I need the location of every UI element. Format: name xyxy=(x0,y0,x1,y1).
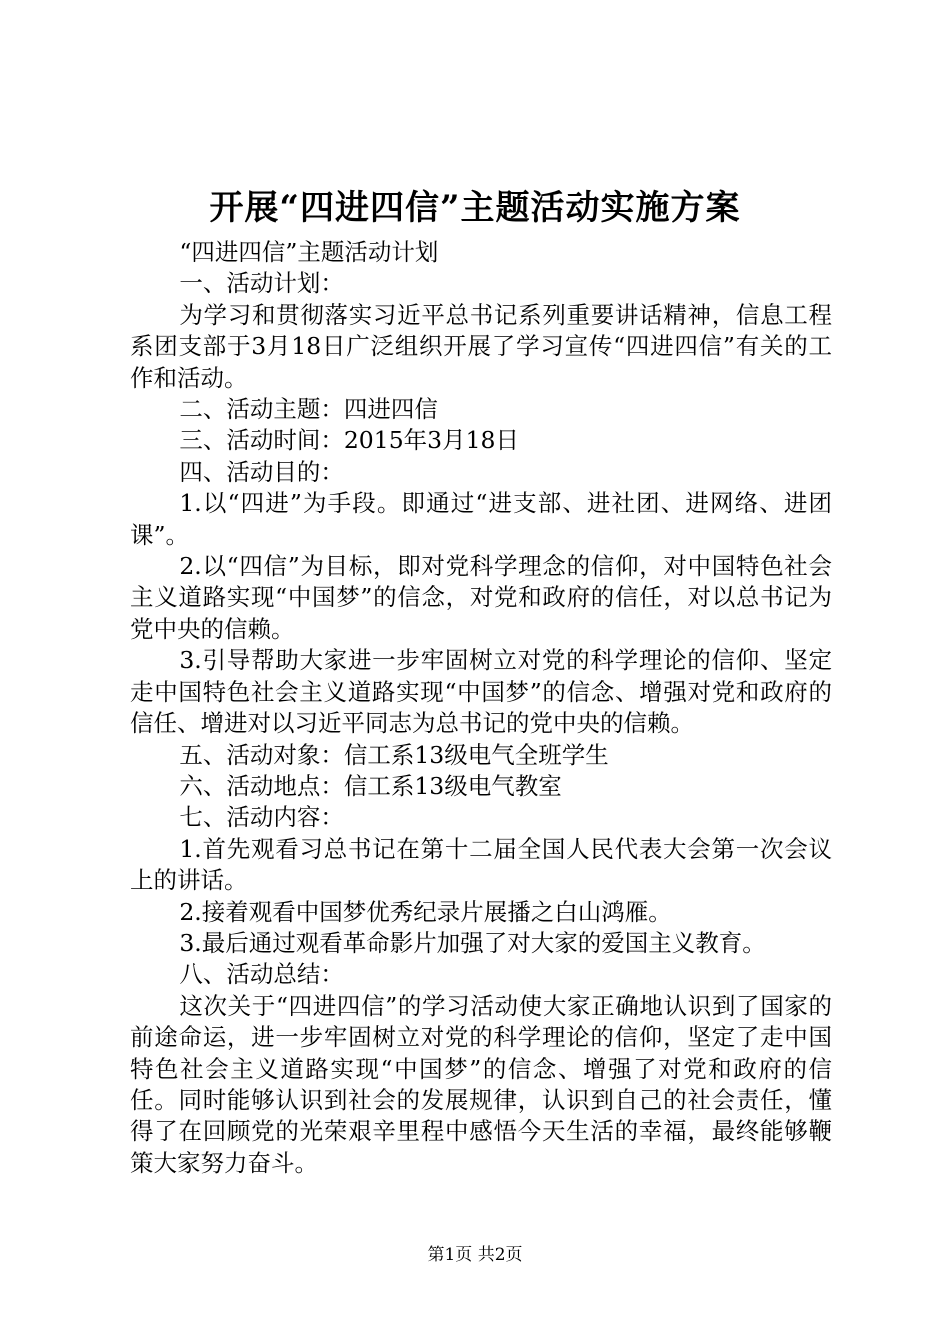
document-body xyxy=(130,237,832,1179)
content-item-1: 1.首先观看习总书记在第十二届全国人民代表大会第一次会议上的讲话。 xyxy=(130,834,832,895)
plan-paragraph: 为学习和贯彻落实习近平总书记系列重要讲话精神，信息工程系团支部于3月18日广泛组织开展了学习宣传“四进四信”有关的工作和活动。 xyxy=(130,300,832,392)
section-time: 三、活动时间：2015年3月18日 xyxy=(179,426,520,455)
section-target: 五、活动对象：信工系13级电气全班学生 xyxy=(179,740,609,769)
content-item-3: 3.最后通过观看革命影片加强了对大家的爱国主义教育。 xyxy=(179,928,766,957)
section-summary-heading: 八、活动总结： xyxy=(179,960,344,989)
plan-heading: “四进四信”主题活动计划 xyxy=(179,238,439,266)
purpose-item-2: 2.以“四信”为目标，即对党科学理念的信仰，对中国特色社会主义道路实现“中国梦”的信念，对党和政府的信任，对以总书记为党中央的信赖。 xyxy=(130,552,832,643)
summary-paragraph: 这次关于“四进四信”的学习活动使大家正确地认识到了国家的前途命运，进一步牢固树立对党的科学理论的信仰，坚定了走中国特色社会主义道路实现“中国梦”的信念、增强了对党和政府的信任。同时能够认识到社会的发展规律，认识到自己的社会责任，懂得了在回顾党的光荣艰辛里程中感悟今天生活的幸福，最终能够鞭策大家努力奋斗。 xyxy=(130,991,832,1177)
section-theme: 二、活动主题：四进四信 xyxy=(179,395,438,424)
section-plan-heading: 一、活动计划： xyxy=(179,269,344,298)
section-content-heading: 七、活动内容： xyxy=(179,803,344,832)
content-item-2: 2.接着观看中国梦优秀纪录片展播之白山鸿雁。 xyxy=(179,897,672,926)
page-number-footer: 第1页 共2页 xyxy=(427,1245,523,1265)
purpose-item-3: 3.引导帮助大家进一步牢固树立对党的科学理论的信仰、坚定走中国特色社会主义道路实现“中国梦”的信念、增强对党和政府的信任、增进对以习近平同志为总书记的党中央的信赖。 xyxy=(130,646,832,738)
section-purpose-heading: 四、活动目的： xyxy=(179,457,344,486)
document-title: 开展“四进四信”主题活动实施方案 xyxy=(209,188,741,228)
purpose-item-1: 1.以“四进”为手段。即通过“进支部、进社团、进网络、进团课”。 xyxy=(130,489,832,549)
section-location: 六、活动地点：信工系13级电气教室 xyxy=(179,771,562,800)
